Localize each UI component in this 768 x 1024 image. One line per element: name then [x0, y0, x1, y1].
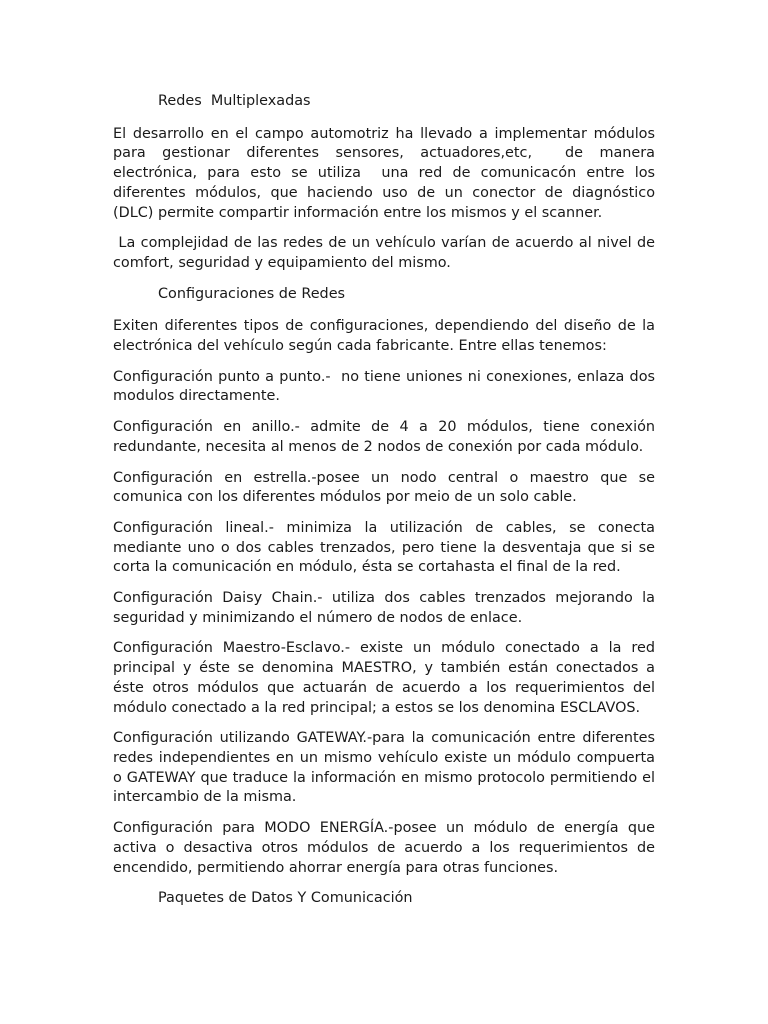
paragraph-daisy-chain: Configuración Daisy Chain.- utiliza dos cables trenzados mejorando la seguridad y minimizando el número de nodos de enlace.: [113, 590, 660, 626]
paragraph-gateway: Configuración utilizando GATEWAY.-para la comunicación entre diferentes redes independientes en un mismo vehículo existe un módulo compuerta o GATEWAY que traduce la información en mismo protocolo permitiendo el intercambio de la misma.: [113, 730, 660, 806]
document-body: [113, 92, 660, 922]
heading-paquetes: Paquetes de Datos Y Comunicación: [158, 890, 413, 907]
paragraph-complejidad: La complejidad de las redes de un vehículo varían de acuerdo al nivel de comfort, seguridad y equipamiento del mismo.: [113, 235, 660, 271]
paragraph-maestro-esclavo: Configuración Maestro-Esclavo.- existe un módulo conectado a la red principal y éste se denomina MAESTRO, y también están conectados a éste otros módulos que actuarán de acuerdo a los requerimientos del módulo conectado a la red principal; a estos se los denomina ESCLAVOS.: [113, 640, 660, 716]
paragraph-tipos: Exiten diferentes tipos de configuraciones, dependiendo del diseño de la electrónica del vehículo según cada fabricante. Entre ellas tenemos:: [113, 318, 660, 355]
paragraph-punto-a-punto: Configuración punto a punto.- no tiene uniones ni conexiones, enlaza dos modulos directamente.: [113, 368, 660, 405]
paragraph-anillo: Configuración en anillo.- admite de 4 a 20 módulos, tiene conexión redundante, necesita al menos de 2 nodos de conexión por cada módulo.: [113, 419, 660, 455]
paragraph-desarrollo: El desarrollo en el campo automotriz ha llevado a implementar módulos para gestionar diferentes sensores, actuadores,etc, de manera electrónica, para esto se utiliza una red de comunicacón entre los diferentes módulos, que haciendo uso de un conector de diagnóstico (DLC) permite compartir información entre los mismos y el scanner.: [113, 125, 660, 221]
heading-configuraciones: Configuraciones de Redes: [158, 285, 346, 302]
paragraph-modo-energia: Configuración para MODO ENERGÍA.-posee un módulo de energía que activa o desactiva otros módulos de acuerdo a los requerimientos de encendido, permitiendo ahorrar energía para otras funciones.: [113, 820, 660, 876]
paragraph-lineal: Configuración lineal.- minimiza la utilización de cables, se conecta mediante uno o dos cables trenzados, pero tiene la desventaja que si se corta la comunicación en módulo, ésta se cortahasta el final de la red.: [113, 519, 660, 576]
heading-redes-multiplexadas: Redes Multiplexadas: [158, 93, 311, 109]
paragraph-estrella: Configuración en estrella.-posee un nodo central o maestro que se comunica con los diferentes módulos por meio de un solo cable.: [113, 469, 660, 506]
